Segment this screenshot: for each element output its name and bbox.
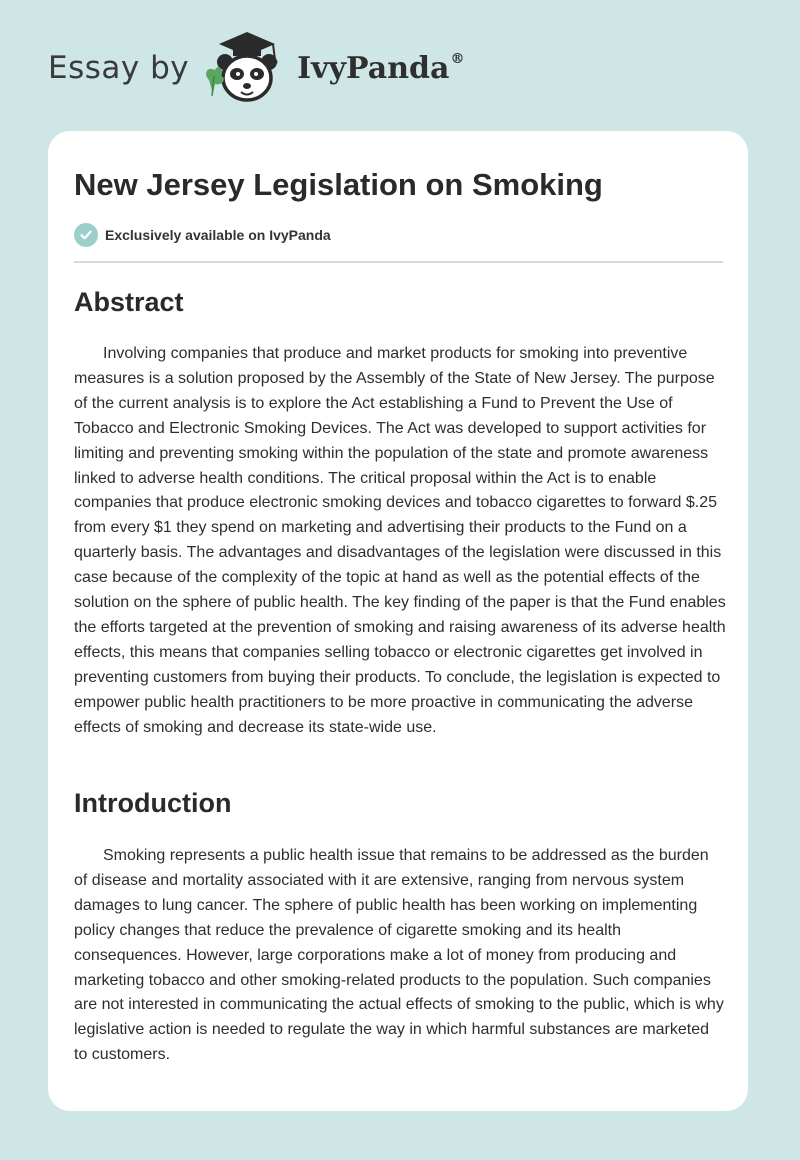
section-text-abstract: Involving companies that produce and market products for smoking into preventive measures is a solution proposed by the Assembly of the State of New Jersey. The purpose of the current analysis is to explore the Act establishing a Fund to Prevent the Use of Tobacco and Electronic Smoking Devices. The Act was developed to support activities for limiting and preventing smoking within the population of the state and promote awareness linked to adverse health conditions. The critical proposal within the Act is to enable companies that produce electronic smoking devices and tobacco cigarettes to forward $.25 from every $1 they spend on marketing and advertising their products to the Fund on a quarterly basis. The advantages and disadvantages of the legislation were discussed in this case because of the complexity of the topic at hand as well as the potential effects of the solution on the sphere of public health. The key finding of the paper is that the Fund enables the efforts targeted at the prevention of smoking and raising awareness of its adverse health effects, this means that companies selling tobacco or electronic cigarettes get involved in preventing customers from buying their products. To conclude, the legislation is expected to empower public health practitioners to be more proactive in communicating the adverse effects of smoking and decrease its state-wide use. [74,345,726,736]
ivypanda-logo-icon[interactable] [203,28,293,108]
registered-mark: ® [450,50,465,67]
article-card [48,131,748,1111]
site-header [48,28,464,108]
section-heading-abstract: Abstract [74,287,184,317]
exclusive-badge [74,223,331,247]
essay-by-label: Essay by [48,50,190,86]
section-text-introduction: Smoking represents a public health issue that remains to be addressed as the burden of disease and mortality associated with it are extensive, ranging from nervous system damages to lung cancer. The sphere of public health has been working on implementing policy changes that reduce the prevalence of cigarette smoking and its health consequences. However, large corporations make a lot of money from producing and marketing tobacco and other smoking-related products to the population. Such companies are not interested in communicating the actual effects of smoking to the public, which is why legislative action is needed to regulate the way in which harmful substances are marketed to customers. [74,847,724,1064]
section-heading-introduction: Introduction [74,788,232,818]
badge-label: Exclusively available on IvyPanda [105,227,331,243]
brand-name[interactable]: IvyPanda® [297,50,465,86]
check-icon [74,223,98,247]
page-title: New Jersey Legislation on Smoking [74,167,603,202]
title-divider [74,261,723,263]
